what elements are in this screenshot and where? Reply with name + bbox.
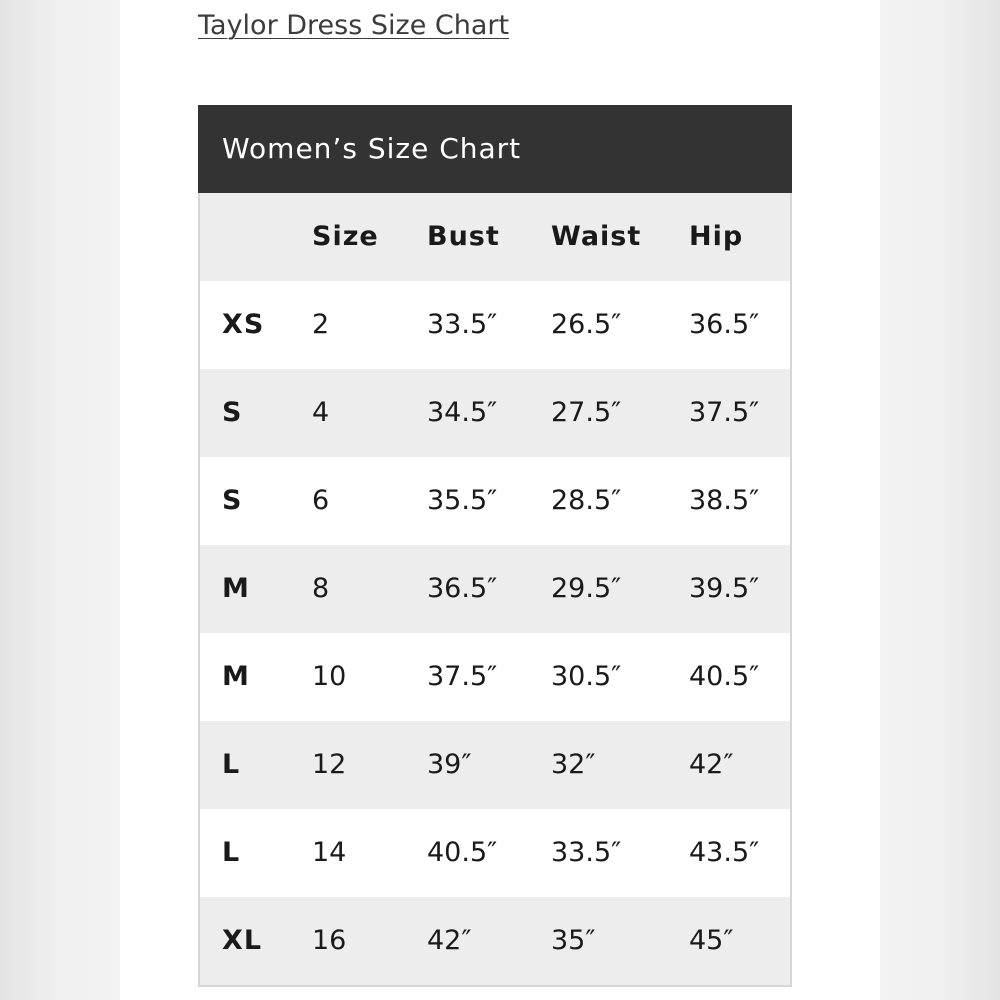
table-row [200,281,790,369]
hip-measurement: 38.5″ [689,485,760,516]
table-row [200,633,790,721]
size-label: M [222,661,250,692]
hip-measurement: 36.5″ [689,309,760,340]
waist-measurement: 29.5″ [551,573,622,604]
table-row [200,721,790,809]
hip-measurement: 42″ [689,749,734,780]
hip-measurement: 37.5″ [689,397,760,428]
numeric-size: 6 [312,485,330,516]
table-row [200,897,790,985]
waist-measurement: 30.5″ [551,661,622,692]
size-label: L [222,749,241,780]
numeric-size: 10 [312,661,347,692]
size-label: XL [222,925,263,956]
column-header-hip: Hip [689,221,744,252]
table-row [200,457,790,545]
waist-measurement: 27.5″ [551,397,622,428]
bust-measurement: 36.5″ [427,573,498,604]
table-row [200,809,790,897]
waist-measurement: 35″ [551,925,596,956]
hip-measurement: 39.5″ [689,573,760,604]
size-chart-link[interactable]: Taylor Dress Size Chart [198,10,510,41]
column-header-size: Size [312,221,379,252]
waist-measurement: 33.5″ [551,837,622,868]
size-label: XS [222,309,265,340]
waist-measurement: 28.5″ [551,485,622,516]
bust-measurement: 35.5″ [427,485,498,516]
size-label: L [222,837,241,868]
table-row [200,545,790,633]
size-label: S [222,397,243,428]
waist-measurement: 32″ [551,749,596,780]
bust-measurement: 42″ [427,925,472,956]
numeric-size: 14 [312,837,347,868]
column-header-waist: Waist [551,221,642,252]
hip-measurement: 45″ [689,925,734,956]
column-header-bust: Bust [427,221,500,252]
bust-measurement: 39″ [427,749,472,780]
waist-measurement: 26.5″ [551,309,622,340]
hip-measurement: 40.5″ [689,661,760,692]
numeric-size: 12 [312,749,347,780]
bust-measurement: 37.5″ [427,661,498,692]
bust-measurement: 40.5″ [427,837,498,868]
numeric-size: 16 [312,925,347,956]
size-chart-title: Women’s Size Chart [198,105,792,193]
hip-measurement: 43.5″ [689,837,760,868]
table-row [200,369,790,457]
size-chart-table [198,105,792,987]
table-header-row [200,193,790,281]
bust-measurement: 33.5″ [427,309,498,340]
size-label: M [222,573,250,604]
numeric-size: 2 [312,309,330,340]
numeric-size: 4 [312,397,330,428]
numeric-size: 8 [312,573,330,604]
size-label: S [222,485,243,516]
bust-measurement: 34.5″ [427,397,498,428]
